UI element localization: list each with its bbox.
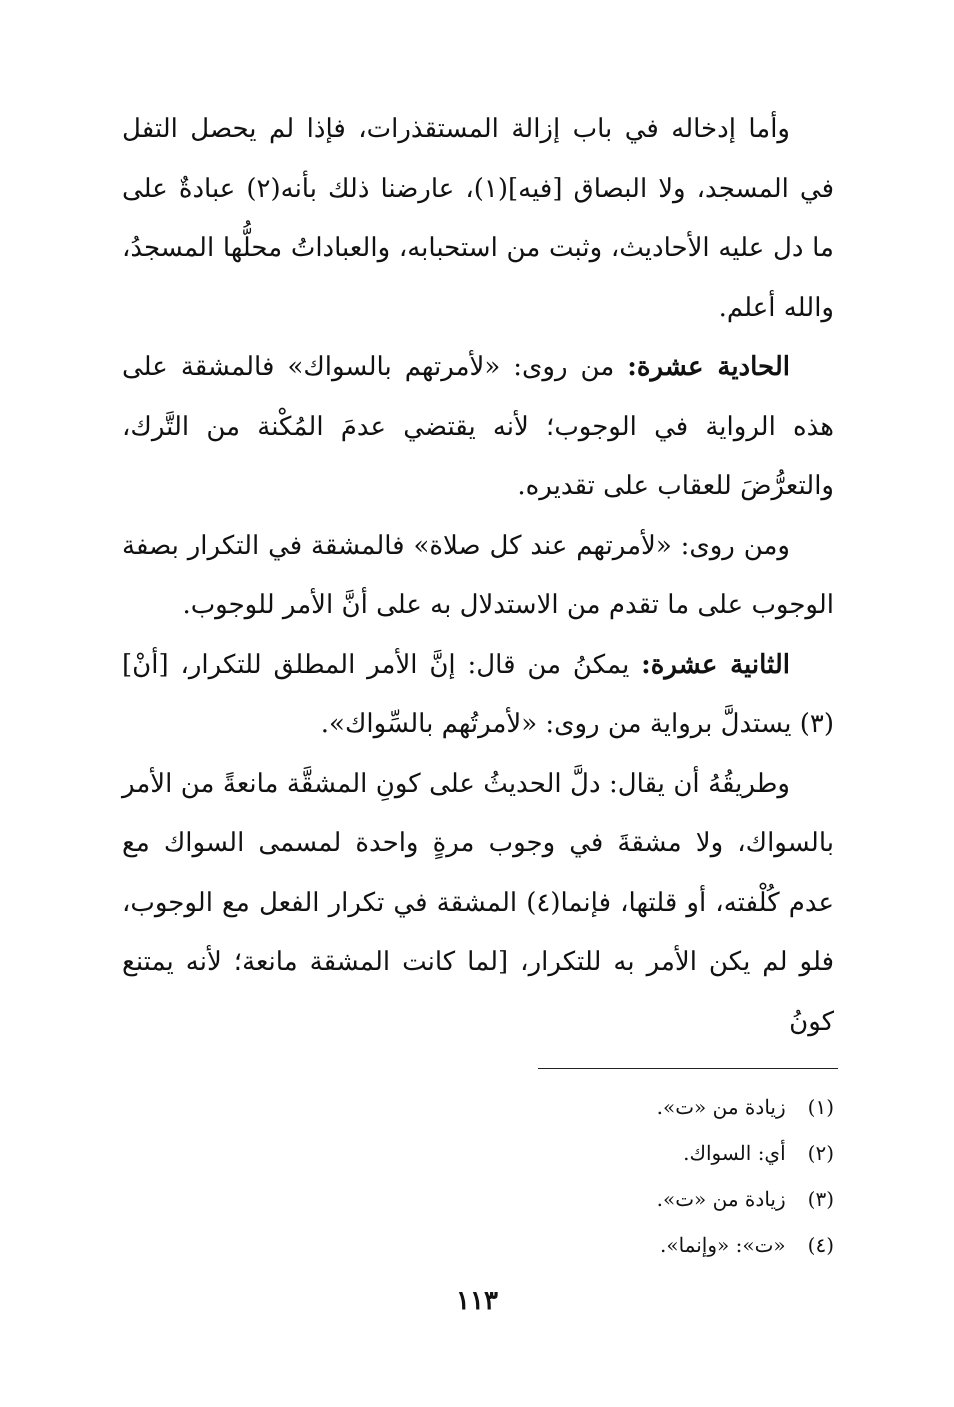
- paragraph-4: [122, 636, 834, 755]
- paragraph-text: ومن روى: «لأمرتهم عند كل صلاة» فالمشقة في التكرار بصفة الوجوب على ما تقدم من الاستدلال به على أنَّ الأمر للوجوب.: [122, 530, 834, 620]
- page-number: ١١٣: [456, 1286, 498, 1316]
- footnote-3: [300, 1176, 834, 1222]
- footnote-text: زيادة من «ت».: [656, 1187, 786, 1211]
- footnote-4: [300, 1222, 834, 1268]
- paragraph-1: [122, 100, 834, 338]
- paragraph-text: وطريقُهُ أن يقال: دلَّ الحديثُ على كونِ المشقَّة مانعةً من الأمر بالسواك، ولا مشقةَ في وجوب مرةٍ واحدة لمسمى السواك مع عدم كُلْفته، أو قلتها، فإنما(٤) المشقة في تكرار الفعل مع الوجوب، فلو لم يكن الأمر به للتكرار، [لما كانت المشقة مانعة؛ لأنه يمتنع كونُ: [122, 768, 834, 1037]
- footnote-text: زيادة من «ت».: [656, 1095, 786, 1119]
- paragraph-2: [122, 338, 834, 517]
- main-text: [122, 100, 834, 1052]
- paragraph-lead: الثانية عشرة:: [641, 649, 791, 680]
- paragraph-text: من روى: «لأمرتهم بالسواك» فالمشقة على هذه الرواية في الوجوب؛ لأنه يقتضي عدمَ المُكْنة من التَّرك، والتعرُّضَ للعقاب على تقديره.: [122, 352, 834, 501]
- footnotes: [300, 1084, 834, 1268]
- paragraph-3: [122, 517, 834, 636]
- paragraph-lead: الحادية عشرة:: [627, 352, 790, 382]
- footnote-number: (١): [807, 1095, 834, 1119]
- footnote-text: أي: السواك.: [683, 1141, 786, 1165]
- footnote-1: [300, 1084, 834, 1130]
- footnote-number: (٣): [807, 1187, 834, 1211]
- footnote-2: [300, 1130, 834, 1176]
- paragraph-text: وأما إدخاله في باب إزالة المستقذرات، فإذا لم يحصل التفل في المسجد، ولا البصاق [فيه](١)، عارضنا ذلك بأنه(٢) عبادةٌ على ما دل عليه الأحاديث، وثبت من استحبابه، والعباداتُ محلُّها المسجدُ، والله أعلم.: [122, 114, 834, 323]
- footnote-number: (٢): [807, 1141, 834, 1165]
- footnote-number: (٤): [807, 1233, 834, 1257]
- footnote-separator: [538, 1068, 838, 1069]
- paragraph-5: [122, 755, 834, 1053]
- footnote-text: «ت»: «وإنما».: [659, 1233, 786, 1257]
- paragraph-text: يمكنُ من قال: إنَّ الأمر المطلق للتكرار، [أنْ](٣) يستدلَّ برواية من روى: «لأمرتُهم بالسِّواك».: [122, 649, 834, 739]
